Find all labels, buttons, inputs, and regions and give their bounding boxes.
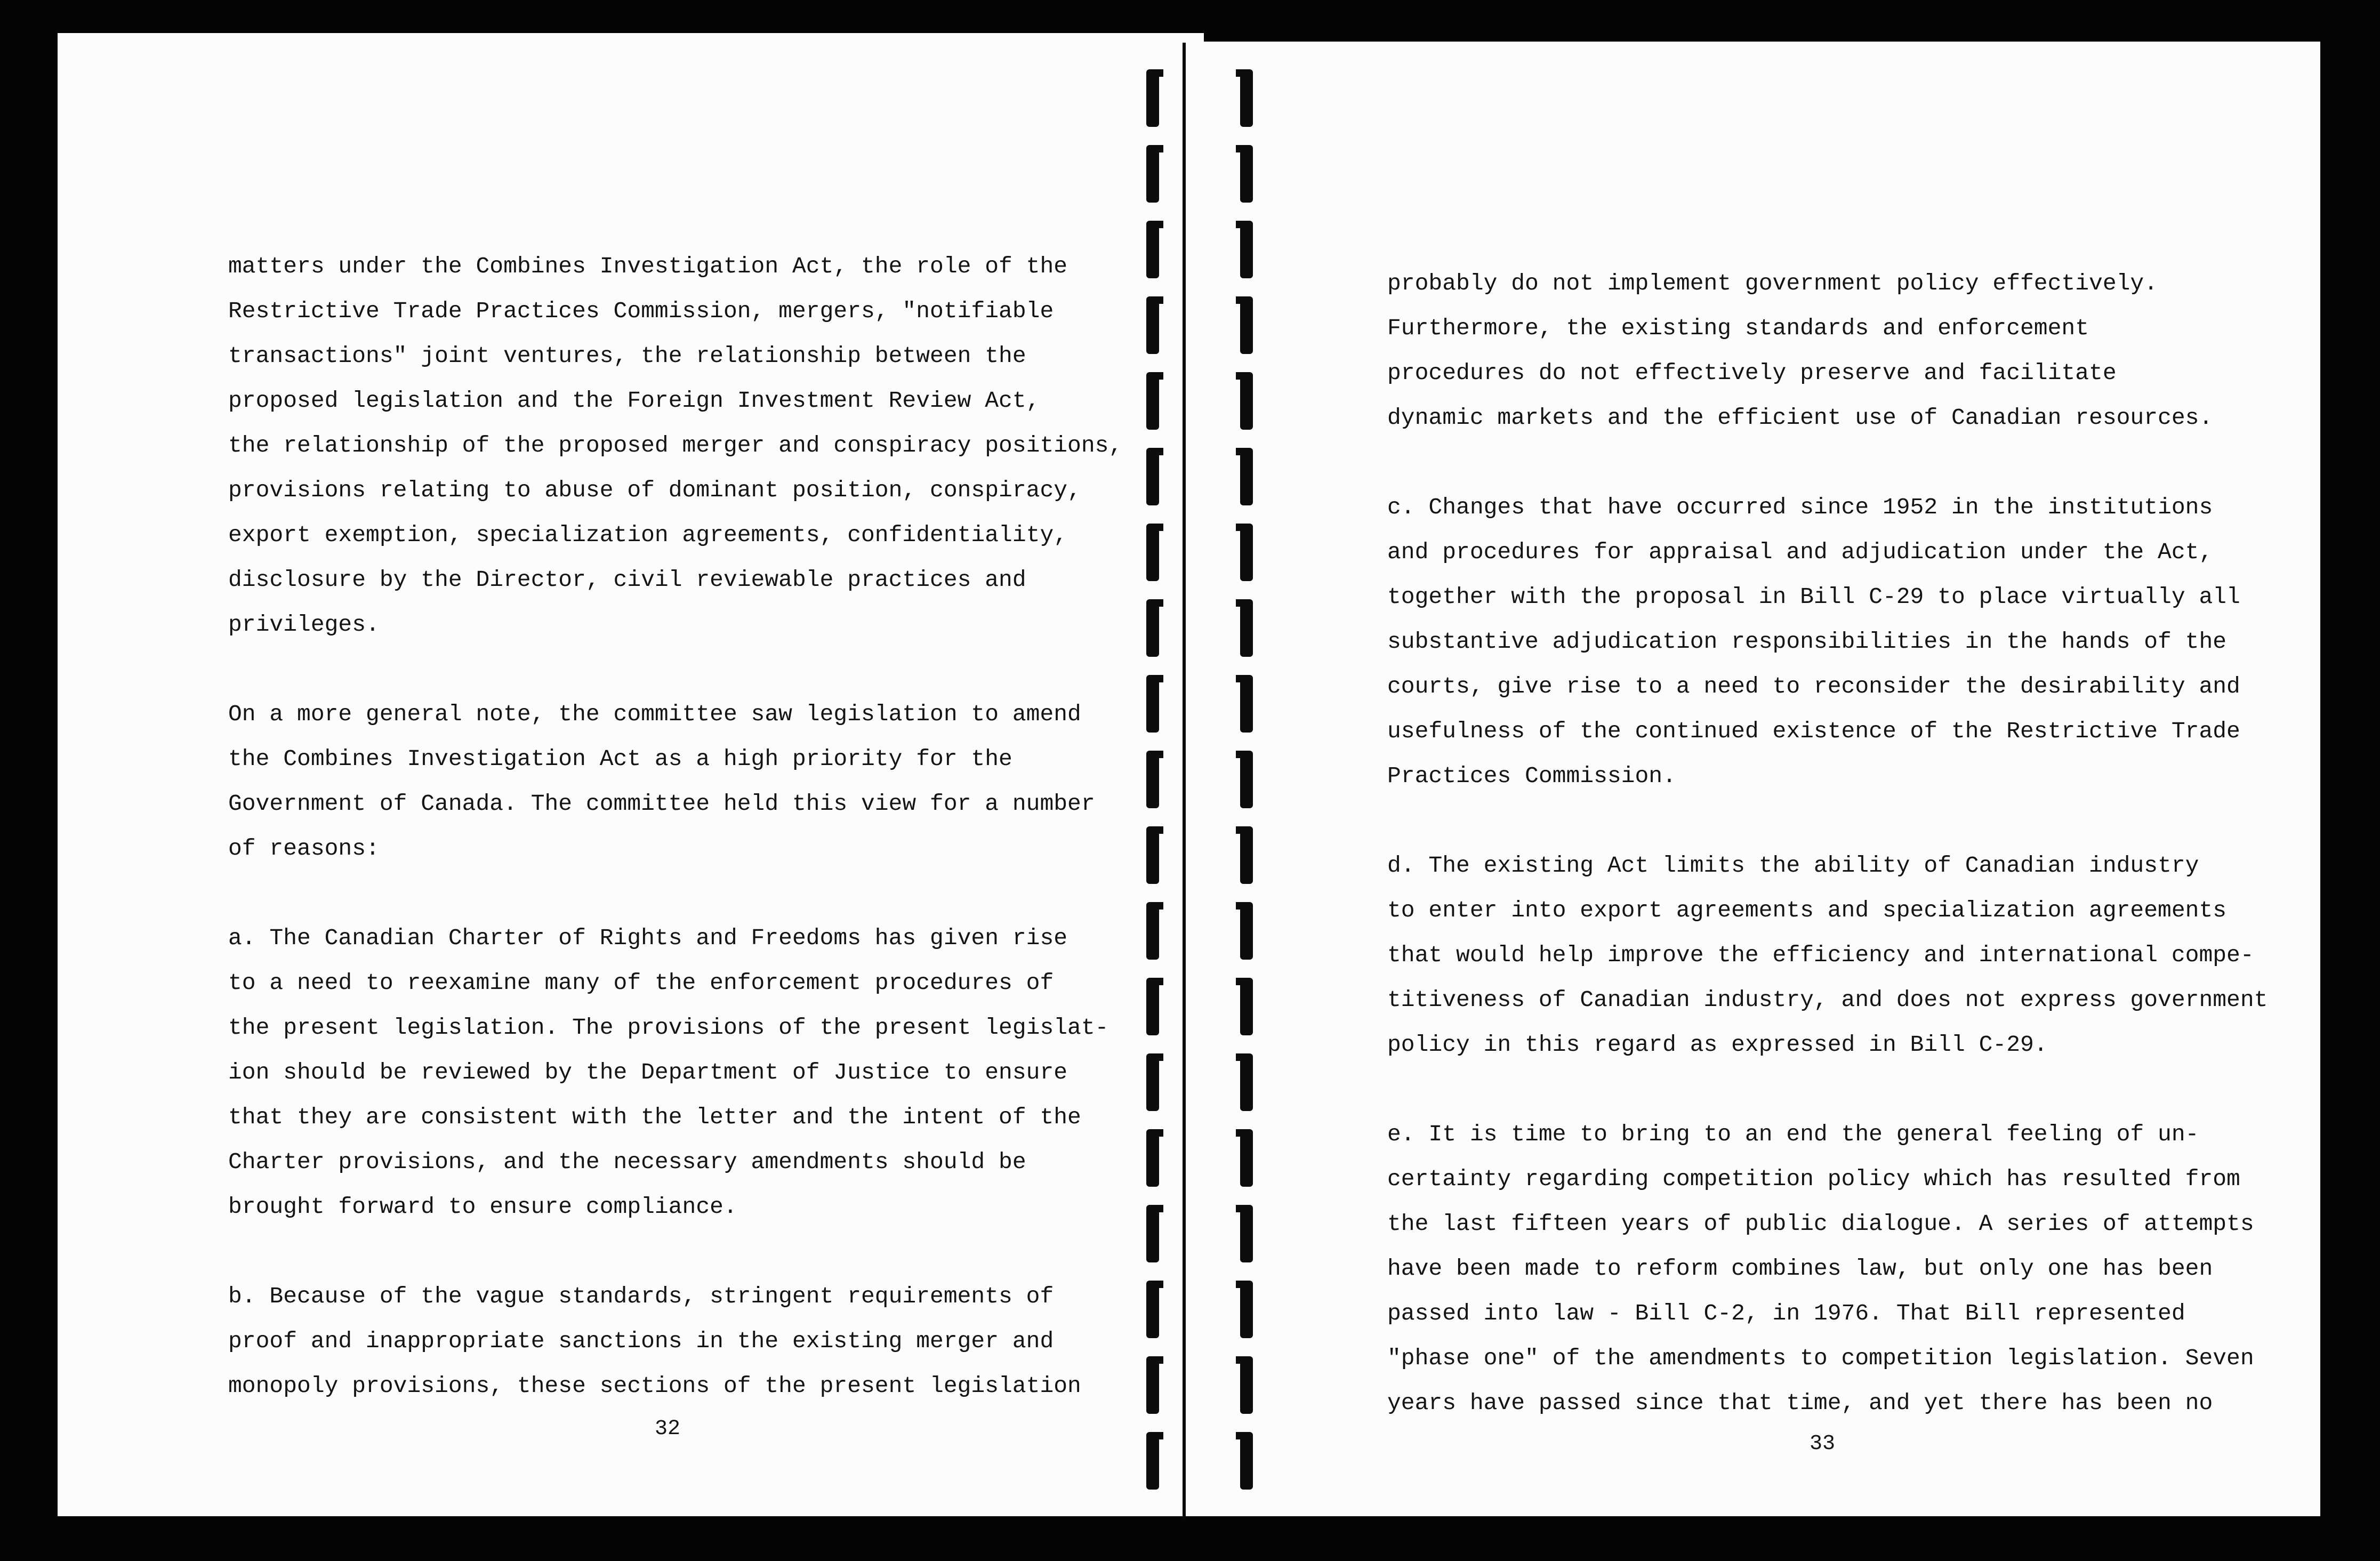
binding-ring	[1240, 145, 1253, 203]
binding-ring	[1146, 599, 1159, 657]
binding-ring	[1240, 372, 1253, 430]
binding-ring	[1240, 1281, 1253, 1338]
binding-ring	[1240, 221, 1253, 278]
left-page	[58, 33, 1204, 1516]
binding-ring	[1146, 69, 1159, 127]
page-number: 33	[1810, 1432, 1836, 1456]
binding-ring	[1240, 675, 1253, 733]
text-line: that they are consistent with the letter and the intent of the	[228, 1104, 1081, 1130]
text-line: probably do not implement government policy effectively.	[1387, 270, 2158, 296]
text-line: provisions relating to abuse of dominant position, conspiracy,	[228, 477, 1081, 503]
text-line: export exemption, specialization agreements, confidentiality,	[228, 522, 1068, 548]
text-line: together with the proposal in Bill C-29 to place virtually all	[1387, 584, 2240, 610]
text-line: and procedures for appraisal and adjudication under the Act,	[1387, 539, 2213, 565]
binding-ring	[1240, 1356, 1253, 1414]
text-line: to a need to reexamine many of the enforcement procedures of	[228, 970, 1054, 996]
binding-ring	[1146, 145, 1159, 203]
text-line: certainty regarding competition policy which has resulted from	[1387, 1166, 2240, 1192]
paragraph	[1387, 843, 2268, 1067]
text-line: a. The Canadian Charter of Rights and Freedoms has given rise	[228, 925, 1068, 951]
binding-ring	[1146, 1281, 1159, 1338]
paragraph	[228, 692, 1122, 871]
text-line: courts, give rise to a need to reconsider the desirability and	[1387, 673, 2240, 699]
binding-ring	[1146, 448, 1159, 505]
text-line: have been made to reform combines law, but only one has been	[1387, 1256, 2213, 1282]
text-line: dynamic markets and the efficient use of Canadian resources.	[1387, 405, 2213, 431]
binding-ring	[1146, 221, 1159, 278]
text-line: Furthermore, the existing standards and enforcement	[1387, 315, 2089, 341]
text-line: policy in this regard as expressed in Bill C-29.	[1387, 1032, 2048, 1058]
text-line: e. It is time to bring to an end the general feeling of un-	[1387, 1121, 2199, 1147]
binding-ring	[1240, 1053, 1253, 1111]
paragraph	[1387, 1112, 2268, 1426]
text-line: b. Because of the vague standards, stringent requirements of	[228, 1283, 1054, 1309]
binding-ring	[1146, 826, 1159, 884]
text-line: passed into law - Bill C-2, in 1976. That Bill represented	[1387, 1300, 2185, 1326]
text-line: Government of Canada. The committee held this view for a number	[228, 791, 1095, 817]
binding-ring	[1240, 1129, 1253, 1187]
binding-ring	[1240, 751, 1253, 808]
text-line: Charter provisions, and the necessary amendments should be	[228, 1149, 1026, 1175]
binding-ring	[1146, 524, 1159, 581]
binding-ring	[1240, 448, 1253, 505]
text-line: c. Changes that have occurred since 1952 in the institutions	[1387, 494, 2213, 520]
binding-ring	[1240, 826, 1253, 884]
text-line: to enter into export agreements and specialization agreements	[1387, 897, 2227, 923]
text-line: Practices Commission.	[1387, 763, 1676, 789]
binding-ring	[1240, 1432, 1253, 1490]
spiral-binding	[1136, 53, 1274, 1514]
text-line: privileges.	[228, 611, 380, 638]
binding-ring	[1240, 296, 1253, 354]
binding-ring	[1146, 902, 1159, 960]
right-page-text	[1387, 261, 2268, 1470]
text-line: "phase one" of the amendments to competition legislation. Seven	[1387, 1345, 2254, 1371]
right-page	[1204, 42, 2320, 1516]
binding-ring	[1146, 372, 1159, 430]
text-line: ion should be reviewed by the Department of Justice to ensure	[228, 1059, 1068, 1085]
text-line: the present legislation. The provisions of the present legislat-	[228, 1015, 1109, 1041]
text-line: proof and inappropriate sanctions in the existing merger and	[228, 1328, 1054, 1354]
text-line: years have passed since that time, and yet there has been no	[1387, 1390, 2213, 1416]
text-line: procedures do not effectively preserve and facilitate	[1387, 360, 2117, 386]
paragraph	[1387, 485, 2268, 799]
left-page-text	[228, 244, 1122, 1453]
text-line: Restrictive Trade Practices Commission, mergers, "notifiable	[228, 298, 1054, 324]
text-line: transactions" joint ventures, the relationship between the	[228, 343, 1026, 369]
paragraph	[228, 916, 1122, 1229]
text-line: matters under the Combines Investigation Act, the role of the	[228, 253, 1068, 279]
text-line: titiveness of Canadian industry, and does not express government	[1387, 987, 2268, 1013]
binding-ring	[1240, 524, 1253, 581]
text-line: brought forward to ensure compliance.	[228, 1194, 737, 1220]
page-number: 32	[655, 1417, 681, 1441]
text-line: that would help improve the efficiency and international compe-	[1387, 942, 2254, 968]
text-line: usefulness of the continued existence of the Restrictive Trade	[1387, 718, 2240, 744]
text-line: substantive adjudication responsibilities in the hands of the	[1387, 629, 2227, 655]
paragraph	[228, 244, 1122, 647]
binding-ring	[1146, 1205, 1159, 1262]
text-line: of reasons:	[228, 835, 380, 862]
text-line: disclosure by the Director, civil reviewable practices and	[228, 567, 1026, 593]
binding-ring	[1146, 751, 1159, 808]
text-line: the relationship of the proposed merger and conspiracy positions,	[228, 432, 1123, 458]
binding-ring	[1146, 1053, 1159, 1111]
text-line: proposed legislation and the Foreign Investment Review Act,	[228, 388, 1040, 414]
text-line: the Combines Investigation Act as a high priority for the	[228, 746, 1012, 772]
binding-ring	[1240, 599, 1253, 657]
binding-ring	[1146, 296, 1159, 354]
binding-ring	[1146, 1129, 1159, 1187]
binding-ring	[1240, 978, 1253, 1035]
binding-ring	[1240, 69, 1253, 127]
binding-ring	[1146, 1432, 1159, 1490]
text-line: On a more general note, the committee saw legislation to amend	[228, 701, 1081, 727]
text-line: monopoly provisions, these sections of the present legislation	[228, 1373, 1081, 1399]
binding-ring	[1146, 978, 1159, 1035]
binding-ring	[1240, 1205, 1253, 1262]
paragraph	[228, 1274, 1122, 1409]
binding-ring	[1240, 902, 1253, 960]
text-line: d. The existing Act limits the ability of Canadian industry	[1387, 852, 2199, 879]
text-line: the last fifteen years of public dialogue. A series of attempts	[1387, 1211, 2254, 1237]
paragraph	[1387, 261, 2268, 440]
binding-ring	[1146, 675, 1159, 733]
binding-ring	[1146, 1356, 1159, 1414]
